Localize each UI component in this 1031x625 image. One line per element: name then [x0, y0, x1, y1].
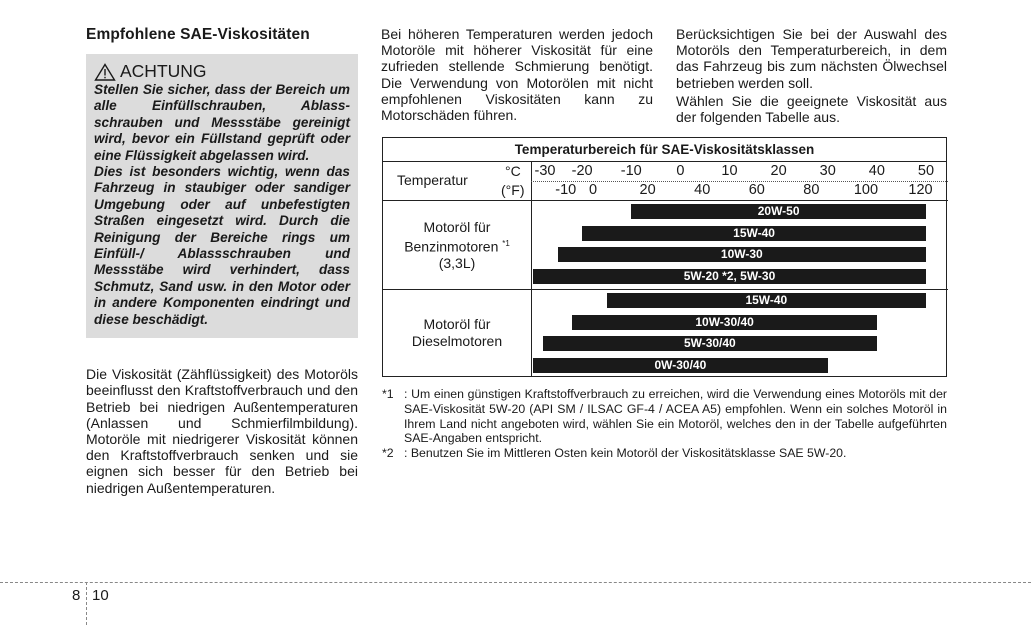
- chapter-number: 8: [72, 587, 81, 604]
- gasoline-grade-bar: 10W-30: [558, 247, 926, 262]
- column-divider: [531, 162, 532, 376]
- gasoline-grade-bar: 20W-50: [631, 204, 926, 219]
- warning-box: [86, 54, 358, 338]
- gasoline-label-text: Benzinmotoren: [404, 238, 499, 255]
- footnote-2: [382, 446, 947, 461]
- footnote-mark: *1: [382, 387, 394, 401]
- celsius-tick: 10: [721, 163, 738, 179]
- footnote-mark: *2: [382, 446, 394, 461]
- temperature-label: Temperatur: [397, 172, 468, 188]
- fahrenheit-unit: (°F): [501, 182, 525, 198]
- footnote-1: [382, 387, 947, 446]
- celsius-unit: °C: [505, 163, 521, 179]
- middle-column: [381, 26, 653, 123]
- diesel-grade-bar: 10W-30/40: [572, 315, 877, 330]
- warning-text-2: Dies ist besonders wichtig, wenn das Fahrzeug in staubiger oder sandiger Umgebung oder auf unbefestigten Straßen eingesetzt wird. Durch die Reinigung der Bereiche rings um Einfüll-/ Ablassschrauben und Messstäbe wird verhindert, dass Schmutz, Sand usw. in den Motor oder in andere Komponenten eindringt und diese beschädigt.: [94, 164, 350, 327]
- warning-title: ACHTUNG: [120, 61, 207, 81]
- fahrenheit-tick: 60: [748, 182, 765, 198]
- row-divider: [383, 289, 948, 290]
- diesel-label-line2: Dieselmotoren: [411, 332, 503, 349]
- celsius-tick: -20: [571, 163, 593, 179]
- celsius-tick: 40: [868, 163, 885, 179]
- fahrenheit-tick: 80: [803, 182, 820, 198]
- viscosity-paragraph: Die Viskosität (Zähflüssigkeit) des Motoröls beeinflusst den Kraftstoffverbrauch und den Betrieb bei niedrigen Außentemperaturen (Anlassen und Schmierfilmbildung). Motoröle mit niedrigerer Viskosität können den Kraftstoffverbrauch senken und sie eignen sich besser für den Betrieb bei niedrigen Außentemperaturen.: [86, 366, 358, 496]
- footnotes: [382, 387, 947, 461]
- viscosity-table: [382, 137, 947, 377]
- fahrenheit-tick: -10: [555, 182, 577, 198]
- gasoline-oil-label: [383, 219, 531, 271]
- diesel-label-line1: Motoröl für: [423, 316, 491, 332]
- choose-viscosity-paragraph: Wählen Sie die geeignete Viskosität aus der folgenden Tabelle aus.: [676, 92, 947, 126]
- celsius-tick: -10: [620, 163, 642, 179]
- warning-triangle-icon: [94, 63, 116, 81]
- celsius-tick: 50: [917, 163, 935, 179]
- footnote-text: : Benutzen Sie im Mittleren Osten kein Motoröl der Viskositätsklasse SAE 5W-20.: [404, 446, 847, 461]
- fahrenheit-tick: 40: [694, 182, 711, 198]
- page-number-divider: [86, 582, 87, 625]
- temperature-range-paragraph: Berücksichtigen Sie bei der Auswahl des Motoröls den Temperaturbereich, in dem das Fahrzeug bis zum nächsten Ölwechsel betrieben werden soll.: [676, 26, 947, 91]
- warning-header: [94, 61, 350, 82]
- fahrenheit-tick: 0: [588, 182, 598, 198]
- celsius-tick: 20: [770, 163, 787, 179]
- row-divider: [383, 200, 948, 201]
- diesel-grade-bar: 5W-30/40: [543, 336, 877, 351]
- fahrenheit-tick: 120: [908, 182, 933, 198]
- footnote-mark: *1: [502, 238, 510, 248]
- footnote-text: : Um einen günstigen Kraftstoffverbrauch zu erreichen, wird die Verwendung eines Motoröls mit der SAE-Viskosität 5W-20 (API SM / ILSAC GF-4 / ACEA A5) empfohlen. Wenn ein solches Motoröl in Ihrem Land nicht angeboten wird, wählen Sie ein Motoröl, welches den in der Tabelle aufgeführten SAE-Angaben entspricht.: [404, 387, 947, 446]
- fahrenheit-tick: 100: [853, 182, 879, 198]
- celsius-tick: -30: [534, 163, 556, 179]
- page-footer-rule: [0, 582, 1031, 583]
- high-temp-paragraph: Bei höheren Temperaturen werden jedoch Motoröle mit höherer Viskosität für eine zufrieden stellende Schmierung benötigt. Die Verwendung von Motorölen mit nicht empfohlenen Viskositäten kann zu Motorschäden führen.: [381, 26, 653, 124]
- gasoline-grade-bar: 5W-20 *2, 5W-30: [533, 269, 926, 284]
- diesel-grade-bar: 0W-30/40: [533, 358, 828, 373]
- gasoline-label-line3: (3,3L): [438, 254, 476, 271]
- celsius-tick: 0: [676, 163, 685, 179]
- warning-text: Stellen Sie sicher, dass der Bereich um alle Einfüllschrauben, Ablassschrauben und Messstäbe gereinigt wird, bevor ein Füllstand geprüft oder eine Flüssigkeit abgelassen wird.: [94, 82, 350, 163]
- gasoline-label-line2: [383, 236, 531, 255]
- gasoline-grade-bar: 15W-40: [582, 226, 926, 241]
- right-column: [676, 26, 947, 125]
- page-number: 10: [92, 587, 109, 604]
- gasoline-label-line1: Motoröl für: [423, 219, 491, 235]
- section-title: Empfohlene SAE-Viskositäten: [86, 26, 310, 43]
- table-title: Temperaturbereich für SAE-Viskositätsklassen: [383, 138, 946, 162]
- diesel-grade-bar: 15W-40: [607, 293, 926, 308]
- left-column: [86, 26, 358, 496]
- fahrenheit-tick: 20: [639, 182, 656, 198]
- celsius-tick: 30: [819, 163, 836, 179]
- diesel-oil-label: [383, 316, 531, 349]
